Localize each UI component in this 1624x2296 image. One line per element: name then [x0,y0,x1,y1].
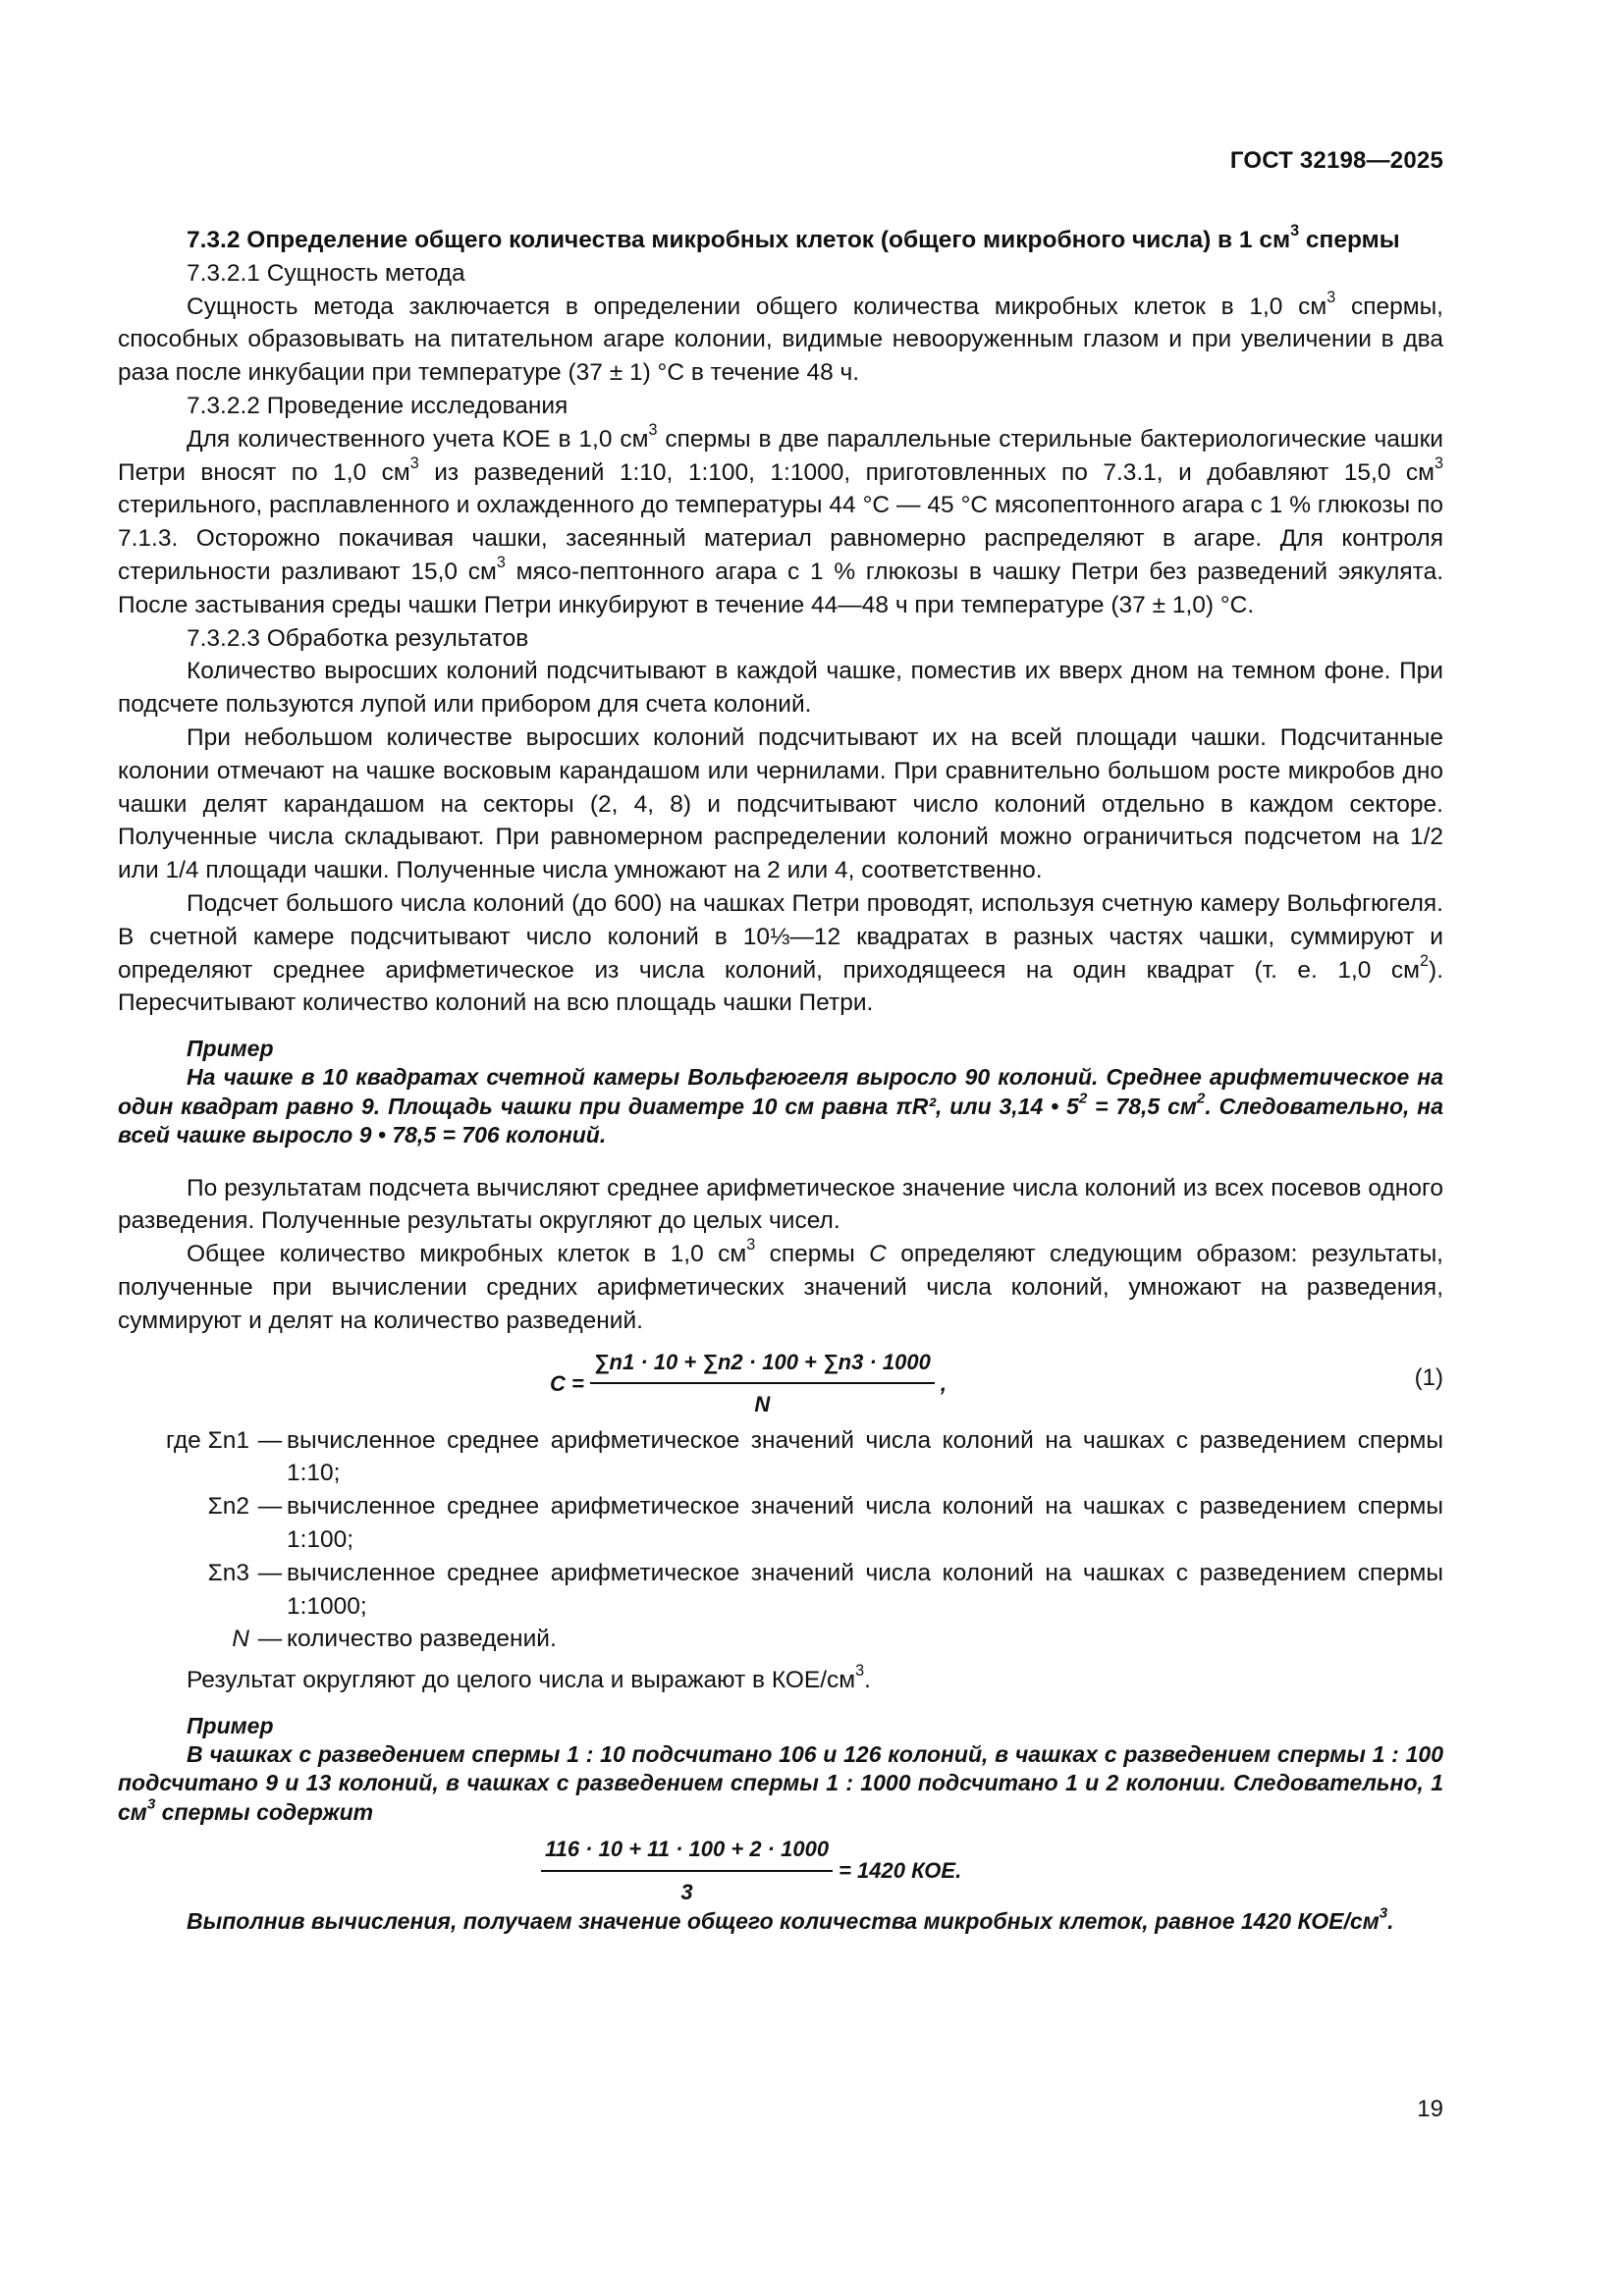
legend-text: количество разведений. [287,1626,557,1653]
formula-2 [118,1833,1443,1903]
formula-1 [118,1346,1443,1422]
page-content [118,221,1444,1937]
legend-symbol: где Σn1 [166,1426,249,1454]
formula-1-denominator: N [754,1392,771,1417]
section-title: 7.3.2 Определение общего количества микробных клеток (общего микробного числа) в 1 $см^3$ спермы [187,221,1400,253]
paragraph-results-2: При небольшом количестве выросших колоний подсчитывают их на всей площади чашки. Подсчитанные колонии отмечают на чашке восковым карандашом или чернилами. При сравнительно большом росте микробов дно чашки делят карандашом на секторы (2, 4, 8) и подсчитывают число колоний отдельно в каждом секторе. Полученные числа складывают. При равномерном распределении колоний можно ограничиться подсчетом на 1/2 или 1/4 площади чашки. Полученные числа умножают на 2 или 4, соответственно. [118,723,1443,884]
legend-dash: — [257,1626,283,1653]
legend-text: вычисленное среднее арифметическое значений числа колоний на чашках с разведением спермы 1:10; [287,1426,1443,1487]
formula-1-numerator: ∑n1 · 10 + ∑n2 · 100 + ∑n3 · 1000 [590,1346,935,1385]
example-2-conclusion: Выполнив вычисления, получаем значение общего количества микробных клеток, равное 1420 КОЕ/$см^3$. [187,1905,1394,1935]
legend-text: вычисленное среднее арифметическое значений числа колоний на чашках с разведением спермы 1:100; [287,1493,1443,1553]
formula-2-result: = 1420 КОЕ. [839,1858,962,1884]
paragraph-total: Общее количество микробных клеток в 1,0 $см^3$ спермы С определяют следующим образом: результаты, полученные при вычислении средних арифметических значений числа колоний, умножают на разведения, суммируют и делят на количество разведений. [118,1236,1443,1334]
page-number: 19 [1417,2096,1443,2122]
example-2-text: В чашках с разведением спермы 1 : 10 подсчитано 106 и 126 колоний, в чашках с разведением спермы 1 : 100 подсчитано 9 и 13 колоний, в чашках с разведением спермы 1 : 1000 подсчитано 1 и 2 колонии. Следовательно, 1 $см^3$ спермы содержит [118,1740,1443,1825]
paragraph-rounding: Результат округляют до целого числа и выражают в КОЕ/$см^3$. [187,1662,871,1694]
legend-dash: — [257,1493,283,1521]
formula-2-numerator: 116 · 10 + 11 · 100 + 2 · 1000 [541,1833,833,1872]
subsection-heading-procedure: 7.3.2.2 Проведение исследования [187,392,568,419]
subsection-heading-method: 7.3.2.1 Сущность метода [187,259,465,287]
subsection-heading-results: 7.3.2.3 Обработка результатов [187,624,529,652]
example-2-label: Пример [187,1712,274,1738]
paragraph-results-1: Количество выросших колоний подсчитывают в каждой чашке, поместив их вверх дном на темном фоне. При подсчете пользуются лупой или прибором для счета колоний. [118,658,1443,719]
paragraph-procedure: Для количественного учета КОЕ в 1,0 $см^3$ спермы в две параллельные стерильные бактериологические чашки Петри вносят по 1,0 $см^3$ из разведений 1:10, 1:100, 1:1000, приготовленных по 7.3.1, и добавляют 15,0 $см^3$ стерильного, расплавленного и охлажденного до температуры 44 °С — 45 °С мясопептонного агара с 1 % глюкозы по 7.1.3. Осторожно покачивая чашки, засеянный материал равномерно распределяют в агаре. Для контроля стерильности разливают 15,0 $см^3$ мясо-пептонного агара с 1 % глюкозы в чашку Петри без разведений эякулята. После застывания среды чашки Петри инкубируют в течение 44—48 ч при температуре (37 ± 1,0) °С. [118,420,1444,618]
formula-1-number: (1) [1414,1363,1443,1391]
paragraph-average: По результатам подсчета вычисляют среднее арифметическое значение числа колоний из всех посевов одного разведения. Полученные результаты округляют до целых чисел. [118,1174,1443,1235]
legend-dash: — [257,1559,283,1586]
paragraph-results-3: Подсчет большого числа колоний (до 600) на чашках Петри проводят, используя счетную камеру Вольфгюгеля. В счетной камере подсчитывают число колоний в 10⅓—12 квадратах в разных частях чашки, суммируют и определяют среднее арифметическое из числа колоний, приходящееся на один квадрат (т. е. 1,0 $см^2$). Пересчитывают количество колоний на всю площадь чашки Петри. [118,889,1443,1017]
example-1-text: На чашке в 10 квадратах счетной камеры Вольфгюгеля выросло 90 колоний. Среднее арифметическое на один квадрат равно 9. Площадь чашки при диаметре 10 см равна πR², или 3,14 • $5^2 = 78,5$ $см^2$. Следовательно, на всей чашке выросло 9 • 78,5 = 706 колоний. [118,1064,1443,1148]
example-1-label: Пример [187,1036,274,1062]
formula-1-lhs: C = [550,1370,584,1396]
formula-2-denominator: 3 [680,1880,693,1905]
paragraph-method: Сущность метода заключается в определении общего количества микробных клеток в 1,0 $см^3$ спермы, способных образовывать на питательном агаре колонии, видимые невооруженным глазом и при увеличении в два раза после инкубации при температуре (37 ± 1) °С в течение 48 ч. [118,288,1443,387]
legend-text: вычисленное среднее арифметическое значений числа колоний на чашках с разведением спермы 1:1000; [287,1559,1443,1620]
legend-symbol: Σn2 [207,1493,249,1521]
legend-symbol: N [232,1626,249,1653]
legend-list [118,1424,1443,1657]
legend-symbol: Σn3 [207,1559,249,1586]
document-code: ГОСТ 32198—2025 [1229,147,1443,174]
formula-1-trail: , [940,1370,947,1396]
legend-dash: — [257,1426,283,1454]
